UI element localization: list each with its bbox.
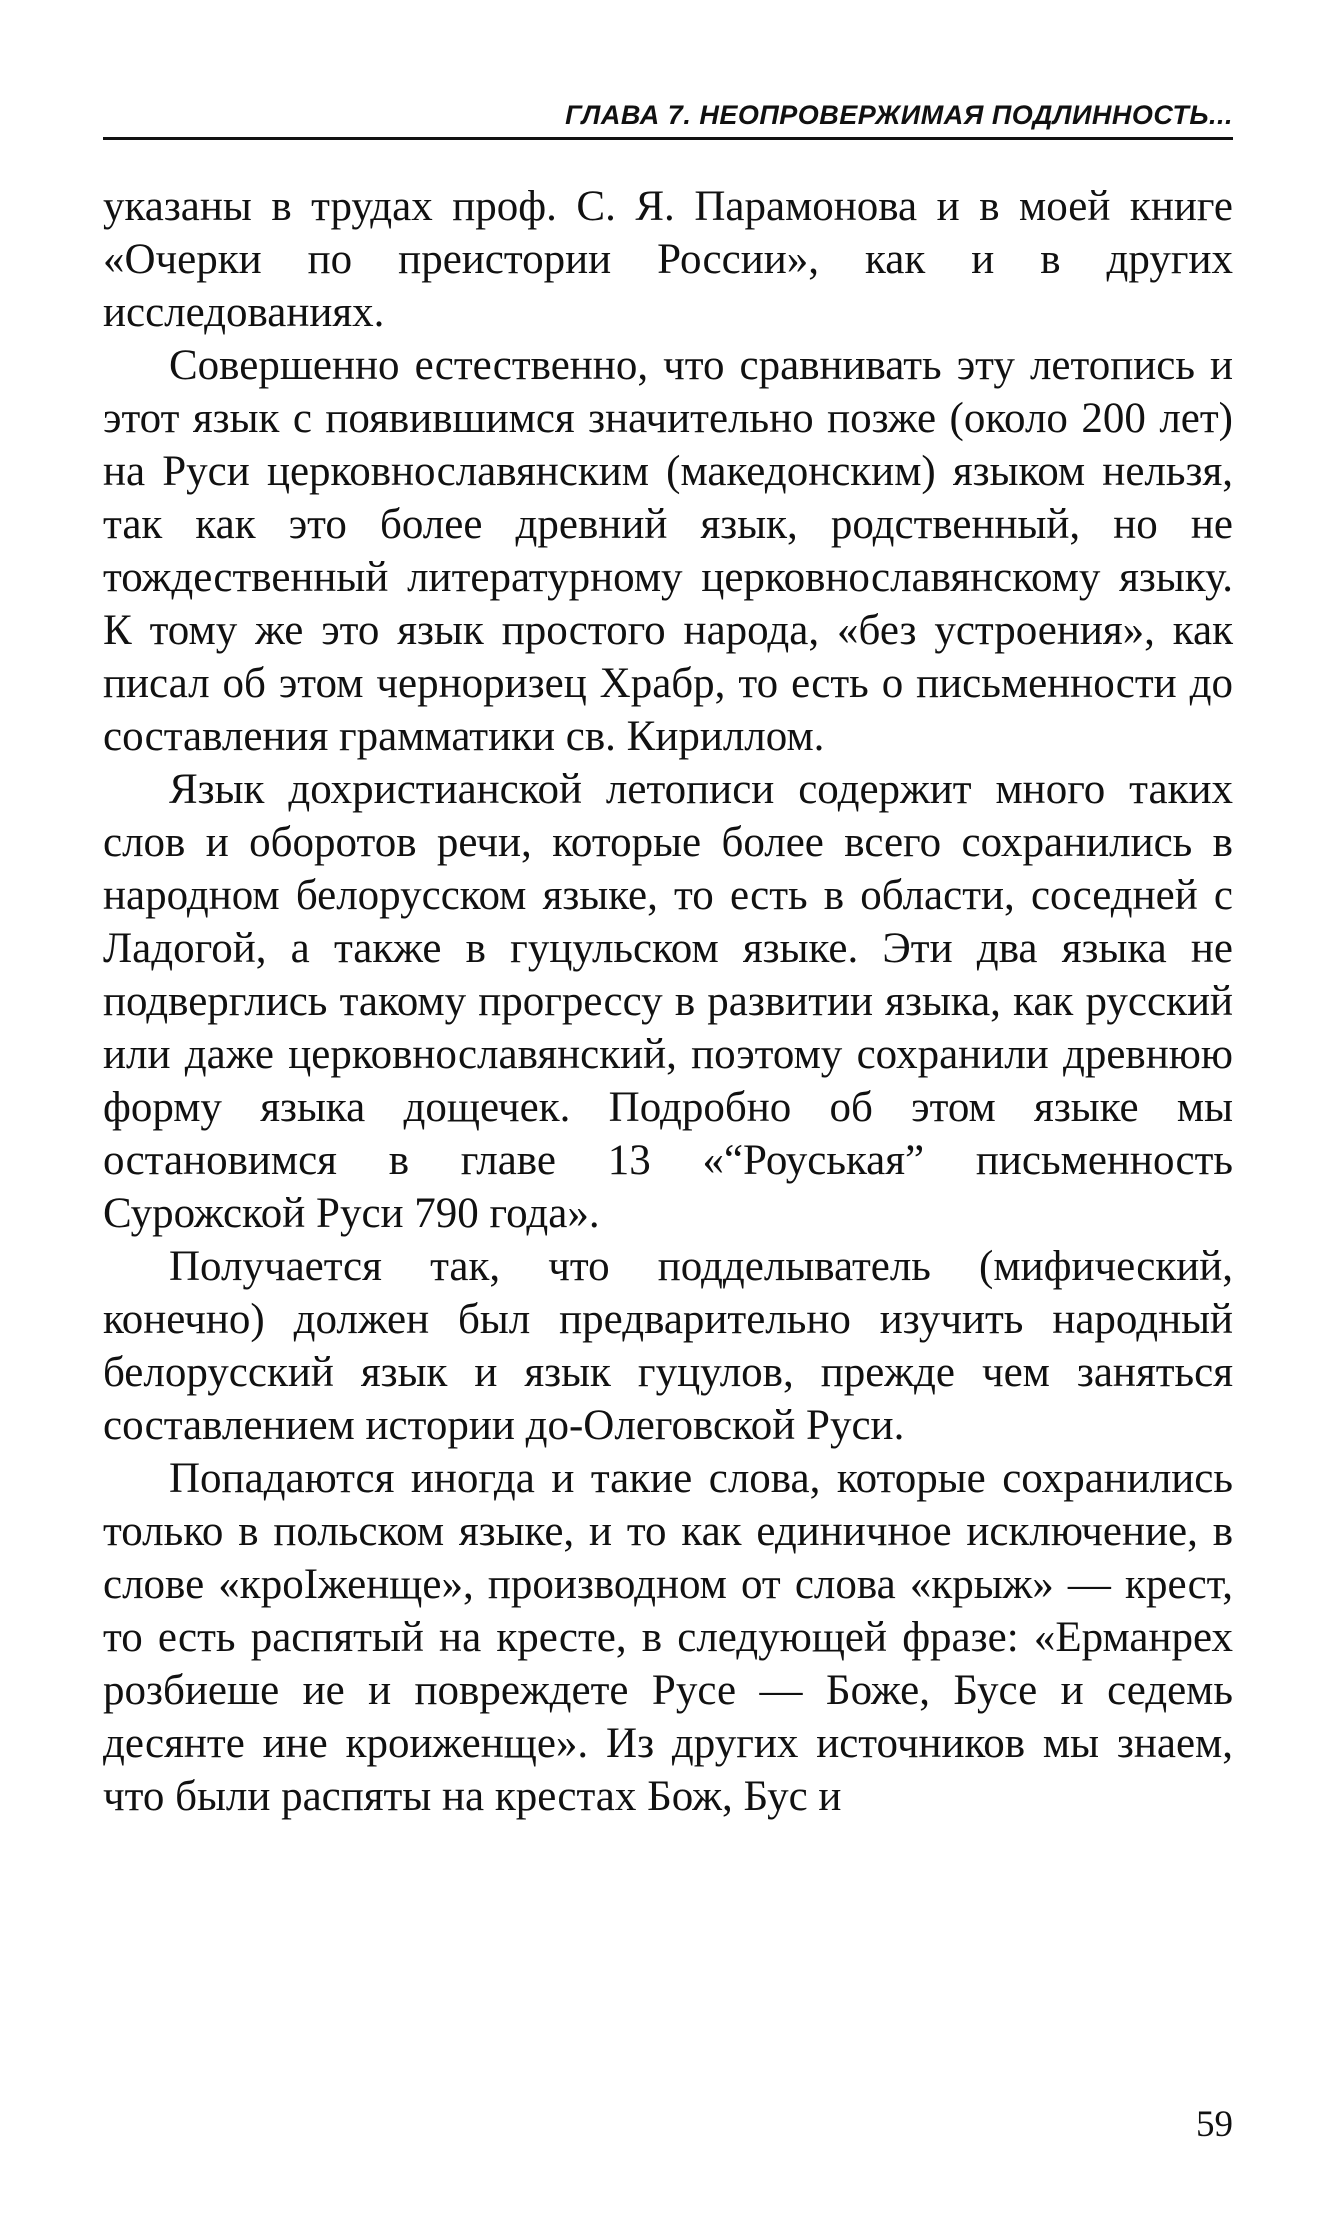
- paragraph-2: Совершенно естественно, что сравнивать эту летопись и этот язык с появившимся значительно позже (около 200 лет) на Руси церковнославянским (македонским) языком нельзя, так как это более древний язык, родственный, но не тождественный литературному церковнославянскому языку. К тому же это язык простого народа, «без устроения», как писал об этом черноризец Храбр, то есть о письменности до составления грамматики св. Кириллом.: [103, 342, 1233, 760]
- paragraph-5: Попадаются иногда и такие слова, которые сохранились только в польском языке, и то как единичное исключение, в слове «кроІженще», производном от слова «крыж» — крест, то есть распятый на кресте, в следующей фразе: «Ерманрех розбиеше ие и повреждете Русе — Боже, Бусе и седемь десянте ине кроиженще». Из других источников мы знаем, что были распяты на крестах Бож, Бус и: [103, 1455, 1233, 1820]
- paragraph-3: Язык дохристианской летописи содержит много таких слов и оборотов речи, которые более всего сохранились в народном белорусском языке, то есть в области, соседней с Ладогой, а также в гуцульском языке. Эти два языка не подверглись такому прогрессу в развитии языка, как русский или даже церковнославянский, поэтому сохранили древнюю форму языка дощечек. Подробно об этом языке мы остановимся в главе 13 «“Роуськая” письменность Сурожской Руси 790 года».: [103, 766, 1233, 1237]
- body-text: [103, 180, 1233, 1823]
- paragraph-1: указаны в трудах проф. С. Я. Парамонова и в моей книге «Очерки по преистории России», как и в других исследованиях.: [103, 183, 1233, 336]
- paragraph-4: Получается так, что подделыватель (мифический, конечно) должен был предварительно изучить народный белорусский язык и язык гуцулов, прежде чем заняться составлением истории до-Олеговской Руси.: [103, 1243, 1233, 1449]
- header-rule: [103, 137, 1233, 140]
- running-head: ГЛАВА 7. НЕОПРОВЕРЖИМАЯ ПОДЛИННОСТЬ...: [565, 100, 1233, 130]
- book-page: [103, 100, 1233, 2160]
- page-number: 59: [1196, 2104, 1233, 2145]
